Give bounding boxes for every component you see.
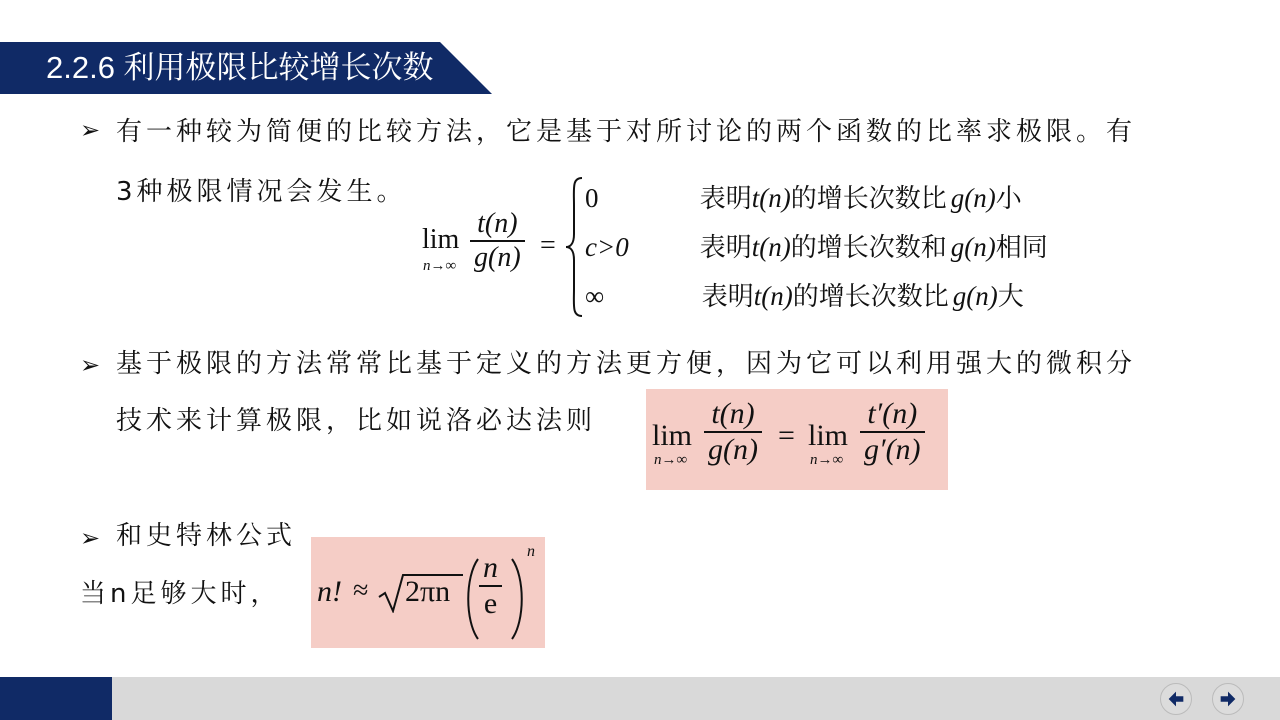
lhopital-formula-box (646, 389, 948, 490)
case-g: g(n) (950, 232, 996, 262)
fraction-numerator: t(n) (470, 208, 525, 242)
formula3-lhs: n! (317, 575, 342, 608)
right-paren-icon (509, 557, 527, 641)
case-row-2 (585, 227, 1048, 267)
case-t: t(n) (751, 183, 791, 213)
formula3-approx: ≈ (353, 575, 369, 606)
lim-text: lim (422, 224, 460, 255)
fraction-denominator: g(n) (708, 433, 758, 466)
case-text: 相同 (995, 233, 1048, 263)
fraction-denominator: e (483, 587, 498, 620)
case-text: 的增长次数比 (792, 282, 949, 312)
formula2-fraction1 (704, 397, 762, 467)
bullet1-line2: 3种极限情况会发生。 (116, 177, 407, 207)
next-slide-button[interactable] (1212, 683, 1244, 715)
prev-slide-button[interactable] (1160, 683, 1192, 715)
case-text: 表明 (699, 184, 752, 214)
stirling-formula-box (311, 537, 545, 648)
bullet2-line2: 技术来计算极限，比如说洛必达法则 (116, 406, 597, 436)
bullet3-line2: 当n足够大时， (80, 579, 281, 609)
fraction-numerator: t′(n) (860, 397, 925, 433)
case-row-3 (585, 276, 1024, 316)
bullet-marker: ➢ (80, 524, 101, 552)
formula1-lim-sub: n→∞ (423, 258, 457, 274)
footer-accent-block (0, 677, 112, 720)
arrow-right-icon (1217, 688, 1239, 710)
formula3-fraction (479, 551, 502, 621)
bullet-marker: ➢ (80, 116, 101, 144)
slide-title: 2.2.6 利用极限比较增长次数 (46, 50, 434, 85)
fraction-denominator: g′(n) (864, 433, 921, 466)
case-text: 的增长次数比 (790, 184, 947, 214)
case-cond: c>0 (585, 232, 629, 262)
case-text: 大 (997, 282, 1024, 312)
formula3-radicand: 2πn (405, 575, 451, 608)
case-cond: 0 (585, 183, 599, 213)
bullet3-line1: 和史特林公式 (116, 521, 297, 551)
case-g: g(n) (952, 281, 998, 311)
fraction-numerator: t(n) (704, 397, 762, 433)
case-text: 的增长次数和 (790, 233, 947, 263)
arrow-left-icon (1165, 688, 1187, 710)
case-text: 表明 (699, 233, 752, 263)
formula3-exponent: n (527, 543, 535, 560)
formula1-equals: = (540, 230, 556, 261)
formula2-lim2-sub: n→∞ (810, 452, 844, 468)
formula2-equals: = (778, 419, 795, 452)
fraction-numerator: n (479, 551, 502, 587)
formula1-fraction (470, 208, 525, 274)
formula2-lim1: lim (652, 419, 693, 452)
bullet2-line1: 基于极限的方法常常比基于定义的方法更方便，因为它可以利用强大的微积分 (116, 349, 1137, 379)
bullet1-line1: 有一种较为简便的比较方法，它是基于对所讨论的两个函数的比率求极限。有 (116, 117, 1137, 147)
left-brace-icon (564, 176, 586, 318)
formula2-lim1-sub: n→∞ (654, 452, 688, 468)
case-row-1 (585, 178, 1022, 218)
formula2-lim2: lim (808, 419, 849, 452)
case-text: 小 (995, 184, 1022, 214)
case-text: 表明 (701, 282, 754, 312)
formula1-lim (422, 226, 459, 254)
case-g: g(n) (950, 183, 996, 213)
footer-bar (0, 677, 1280, 720)
case-cond: ∞ (585, 281, 605, 311)
case-t: t(n) (751, 232, 791, 262)
case-t: t(n) (753, 281, 793, 311)
formula2-fraction2 (860, 397, 925, 467)
fraction-denominator: g(n) (474, 242, 521, 273)
bullet-marker: ➢ (80, 351, 101, 379)
